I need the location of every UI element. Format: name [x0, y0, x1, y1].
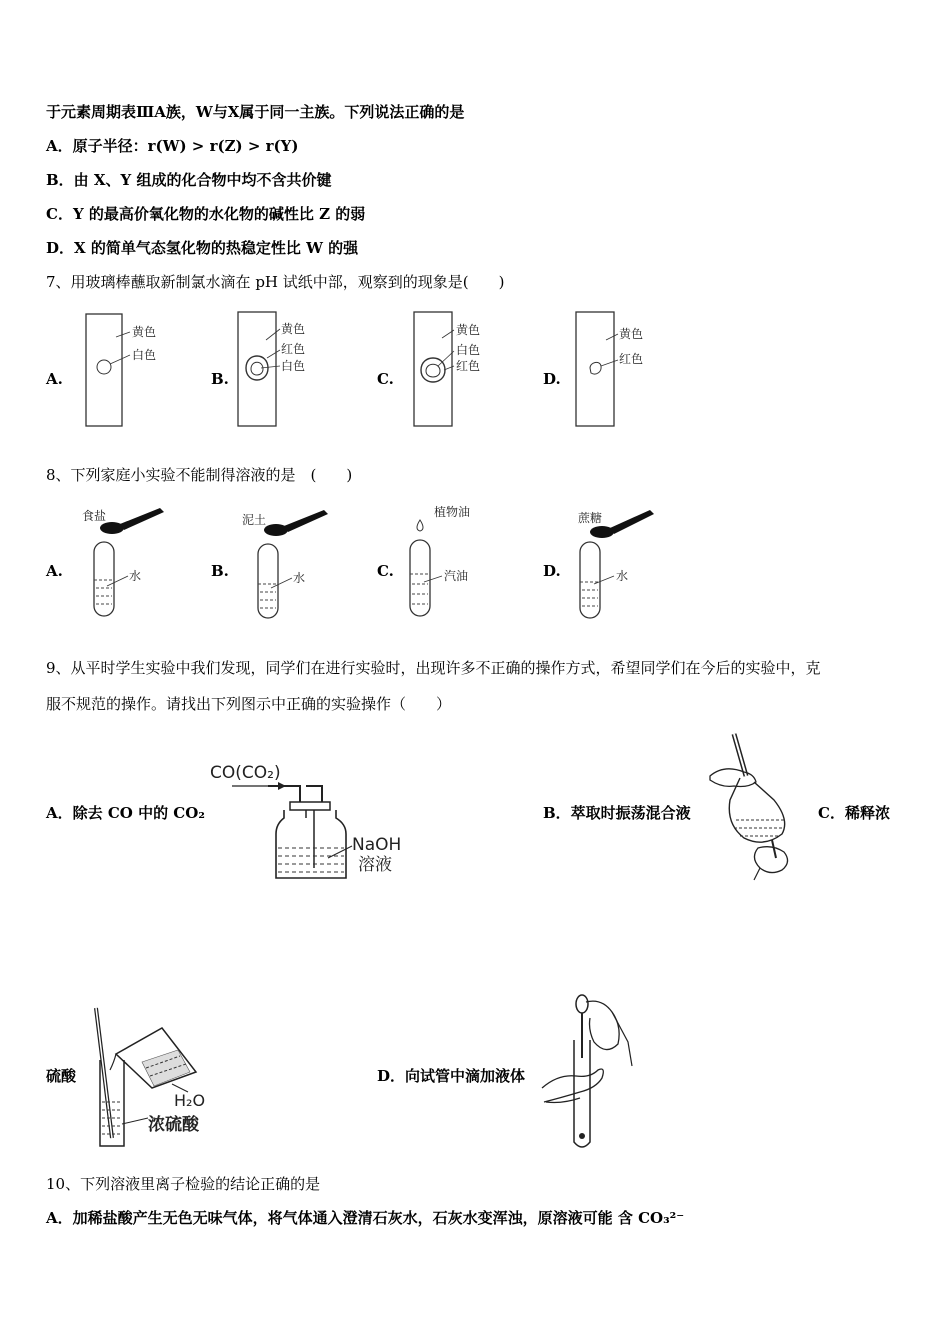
q8-a-solvent: 水 [129, 569, 142, 583]
q7-b-label2: 红色 [281, 342, 306, 356]
q7-d-label1: 黄色 [619, 327, 644, 341]
q8-option-d-label: D. [543, 562, 561, 580]
q8-figure-d [574, 500, 674, 622]
q8-option-c-label: C. [377, 562, 394, 580]
q7-figure-c [412, 310, 512, 432]
q10-stem: 10、下列溶液里离子检验的结论正确的是 [46, 1175, 321, 1193]
q7-c-label1: 黄色 [456, 323, 481, 337]
q6-option-c: C．Y 的最高价氧化物的水化物的碱性比 Z 的弱 [46, 205, 366, 223]
q8-figure-b [240, 500, 340, 622]
q9-option-c-label: C．稀释浓 [818, 804, 890, 822]
q7-option-d-label: D. [543, 370, 561, 388]
q8-b-solute: 泥土 [242, 513, 267, 527]
q8-option-a-label: A. [46, 562, 63, 580]
q6-option-a: A．原子半径：r(W) > r(Z) > r(Y) [46, 137, 299, 155]
q9-stem-line2: 服不规范的操作。请找出下列图示中正确的实验操作（ ） [46, 695, 452, 713]
q9-a-sol1: NaOH [352, 835, 402, 855]
q9-option-d-label: D．向试管中滴加液体 [377, 1067, 526, 1085]
q9-c-acid: 浓硫酸 [148, 1115, 199, 1135]
q8-figure-c [404, 500, 514, 622]
q8-d-solute: 蔗糖 [578, 511, 603, 525]
q7-d-label2: 红色 [619, 352, 644, 366]
q9-option-a-label: A．除去 CO 中的 CO₂ [46, 804, 205, 822]
q9-option-c-label-cont: 硫酸 [46, 1067, 77, 1085]
q7-option-c-label: C. [377, 370, 394, 388]
q7-figure-a [84, 312, 184, 432]
q7-b-label1: 黄色 [281, 322, 306, 336]
q9-c-water: H₂O [174, 1091, 206, 1110]
q7-figure-b [236, 310, 336, 432]
q6-stem: 于元素周期表ⅢA族，W与X属于同一主族。下列说法正确的是 [46, 103, 465, 121]
q10-option-a: A．加稀盐酸产生无色无味气体，将气体通入澄清石灰水，石灰水变浑浊，原溶液可能 含 CO₃²⁻ [46, 1209, 685, 1227]
q7-figure-d [574, 310, 674, 432]
q7-option-b-label: B. [211, 370, 229, 388]
q8-a-solute: 食盐 [82, 509, 107, 523]
q6-option-b: B．由 X、Y 组成的化合物中均不含共价键 [46, 171, 332, 189]
q7-c-label3: 红色 [456, 359, 481, 373]
q7-c-label2: 白色 [456, 343, 481, 357]
q9-option-b-label: B．萃取时振荡混合液 [543, 804, 691, 822]
q7-a-label1: 黄色 [132, 325, 157, 339]
q8-d-solvent: 水 [616, 569, 629, 583]
q7-stem: 7、用玻璃棒蘸取新制氯水滴在 pH 试纸中部，观察到的现象是( ) [46, 273, 505, 291]
q9-figure-b-separatory-funnel [704, 730, 804, 886]
q9-figure-a-gas-washing-bottle [208, 758, 428, 884]
q9-a-gas: CO(CO₂) [210, 763, 281, 783]
q8-figure-a [80, 500, 180, 622]
q9-figure-c-dilution [92, 1006, 242, 1154]
q8-b-solvent: 水 [293, 571, 306, 585]
q9-stem-line1: 9、从平时学生实验中我们发现，同学们在进行实验时，出现许多不正确的操作方式，希望同学们在今后的实验中，克 [46, 659, 821, 677]
q8-stem: 8、下列家庭小实验不能制得溶液的是 ( ) [46, 466, 353, 484]
q7-option-a-label: A. [46, 370, 63, 388]
q9-a-sol2: 溶液 [358, 855, 392, 875]
q7-a-label2: 白色 [132, 348, 157, 362]
q7-b-label3: 白色 [281, 359, 306, 373]
q6-option-d: D．X 的简单气态氢化物的热稳定性比 W 的强 [46, 239, 359, 257]
q9-figure-d-dropper [540, 992, 650, 1154]
q8-c-solute: 植物油 [434, 505, 471, 519]
q8-option-b-label: B. [211, 562, 229, 580]
q8-c-solvent: 汽油 [444, 569, 469, 583]
